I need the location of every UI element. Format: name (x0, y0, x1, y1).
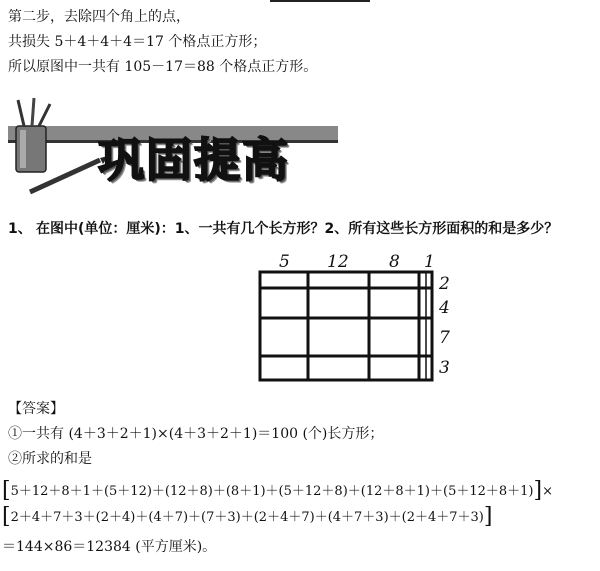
width-label-1: 5 (279, 252, 290, 272)
width-label-2: 12 (327, 252, 349, 272)
times-sign: × (542, 484, 554, 499)
answer-step-1: ①一共有 (4＋3＋2＋1)×(4＋3＋2＋1)＝100 (个)长方形； (8, 426, 384, 442)
height-label-3: 7 (439, 328, 450, 348)
sum-row-2: [2＋4＋7＋3＋(2＋4)＋(4＋7)＋(7＋3)＋(2＋4＋7)＋(4＋7＋3)＋(2＋4＋7＋3)] (2, 504, 493, 529)
sum-heights: 2＋4＋7＋3＋(2＋4)＋(4＋7)＋(7＋3)＋(2＋4＋7)＋(4＋7＋3)＋(2＋4＋7＋3) (10, 510, 484, 525)
banner-title: 巩固提高 (98, 133, 290, 187)
width-label-4: 1 (424, 252, 435, 272)
header-rule (270, 0, 370, 2)
rectangle-grid (255, 268, 440, 384)
sum-widths: 5＋12＋8＋1＋(5＋12)＋(12＋8)＋(8＋1)＋(5＋12＋8)＋(12＋8＋1)＋(5＋12＋8＋1) (10, 484, 534, 499)
intro-line-3: 所以原图中一共有 105－17＝88 个格点正方形。 (8, 59, 318, 75)
width-label-3: 8 (389, 252, 400, 272)
height-label-4: 3 (439, 358, 450, 378)
question-text: 在图中(单位：厘米)：1、一共有几个长方形？2、所有这些长方形面积的和是多少？ (36, 221, 559, 237)
height-label-1: 2 (439, 274, 450, 294)
height-label-2: 4 (439, 298, 450, 318)
intro-line-2: 共损失 5＋4＋4＋4＝17 个格点正方形； (8, 34, 267, 50)
sum-row-1: [5＋12＋8＋1＋(5＋12)＋(12＋8)＋(8＋1)＋(5＋12＋8)＋(12＋8＋1)＋(5＋12＋8＋1)]× (2, 478, 554, 503)
answer-step-2: ②所求的和是 (8, 451, 92, 467)
answer-heading: 【答案】 (8, 401, 64, 417)
intro-line-1: 第二步，去除四个角上的点， (8, 9, 190, 25)
question-number: 1、 (8, 221, 32, 237)
answer-result: ＝144×86＝12384 (平方厘米)。 (2, 539, 217, 555)
